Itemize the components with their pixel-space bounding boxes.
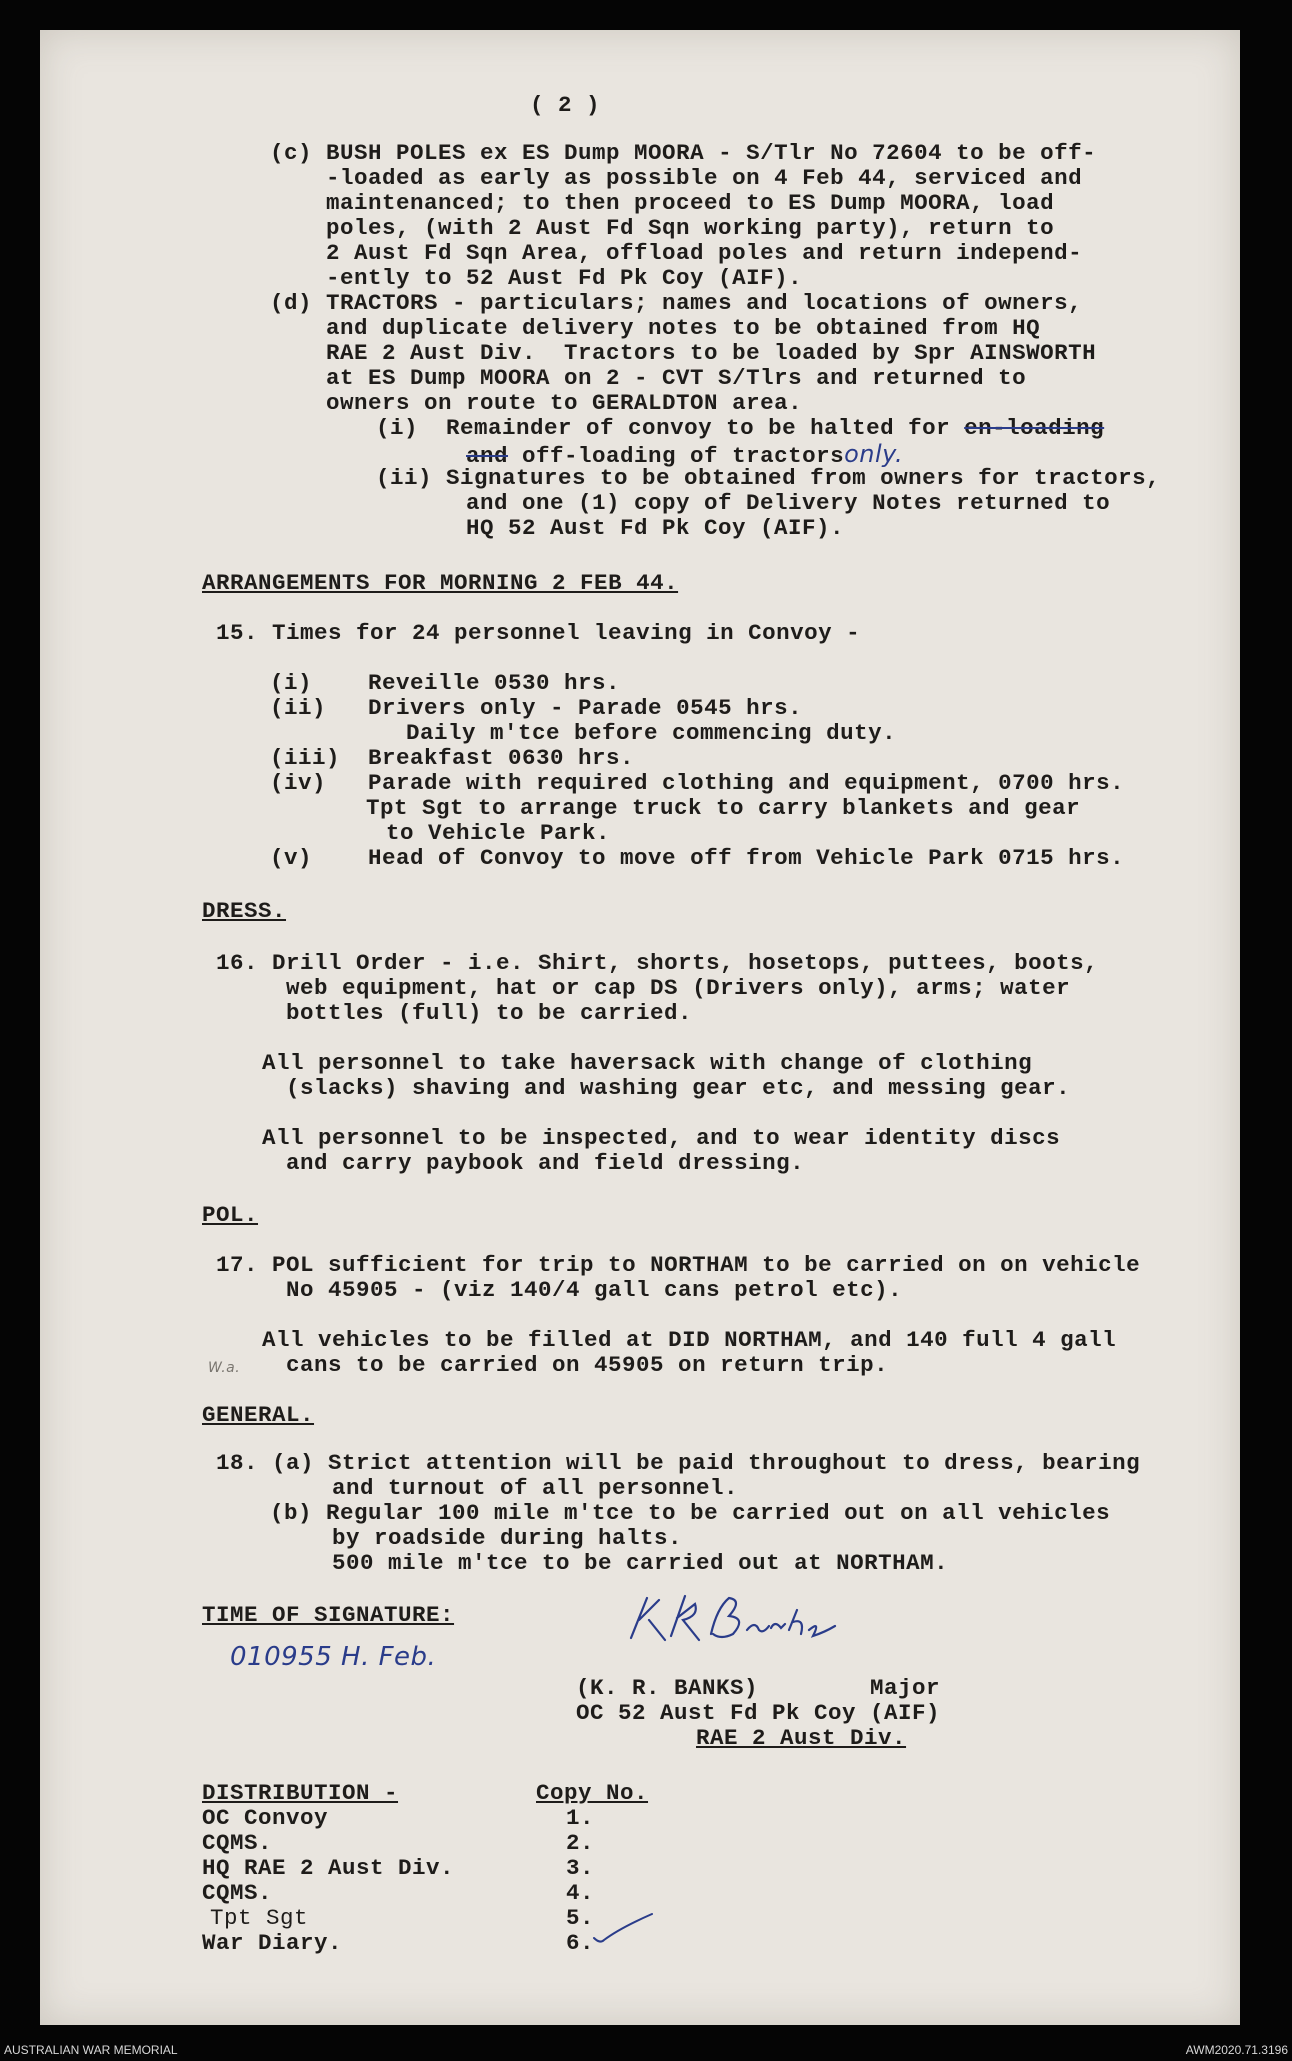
para16-line: All personnel to take haversack with change of clothing <box>262 1050 1033 1076</box>
heading-dress: DRESS. <box>202 898 287 924</box>
distribution-copy: 4. <box>566 1880 595 1906</box>
section-c-line: (c) BUSH POLES ex ES Dump MOORA - S/Tlr No 72604 to be off- <box>270 140 1097 166</box>
para18-line: 500 mile m'tce to be carried out at NORTHAM. <box>332 1550 949 1576</box>
para17-line: All vehicles to be filled at DID NORTHAM, and 140 full 4 gall <box>262 1327 1117 1353</box>
para15-line: (i) Reveille 0530 hrs. <box>270 670 621 696</box>
para16-line: web equipment, hat or cap DS (Drivers only), arms; water <box>286 975 1071 1001</box>
checkmark-icon <box>590 1910 660 1950</box>
section-d-line: and duplicate delivery notes to be obtained from HQ <box>326 315 1041 341</box>
distribution-copy: 5. <box>566 1905 595 1931</box>
para15-line: Daily m'tce before commencing duty. <box>406 720 897 746</box>
para18-line: by roadside during halts. <box>332 1525 683 1551</box>
para18-line: and turnout of all personnel. <box>332 1475 739 1501</box>
heading-copy-no: Copy No. <box>536 1780 649 1806</box>
signatory-line: RAE 2 Aust Div. <box>696 1725 907 1751</box>
para15-line: (iv) Parade with required clothing and equipment, 0700 hrs. <box>270 770 1125 796</box>
signature-image <box>625 1590 865 1650</box>
page-number: ( 2 ) <box>530 92 601 118</box>
para15-line: 15. Times for 24 personnel leaving in Convoy - <box>216 620 861 646</box>
section-d-line: owners on route to GERALDTON area. <box>326 390 803 416</box>
para15-line: Tpt Sgt to arrange truck to carry blankets and gear <box>366 795 1081 821</box>
distribution-name: War Diary. <box>202 1930 343 1956</box>
margin-pencil-note: W.a. <box>208 1360 241 1376</box>
document-page <box>40 30 1240 2025</box>
distribution-name: CQMS. <box>202 1830 273 1856</box>
section-d-line: at ES Dump MOORA on 2 - CVT S/Tlrs and returned to <box>326 365 1027 391</box>
distribution-name: OC Convoy <box>202 1805 329 1831</box>
para15-line: (iii) Breakfast 0630 hrs. <box>270 745 635 771</box>
section-c-line: maintenanced; to then proceed to ES Dump MOORA, load <box>326 190 1055 216</box>
section-c-line: -ently to 52 Aust Fd Pk Coy (AIF). <box>326 265 803 291</box>
distribution-name: Tpt Sgt <box>210 1905 309 1931</box>
distribution-copy: 1. <box>566 1805 595 1831</box>
heading-arrangements: ARRANGEMENTS FOR MORNING 2 FEB 44. <box>202 570 679 596</box>
para15-line: (v) Head of Convoy to move off from Vehicle Park 0715 hrs. <box>270 845 1125 871</box>
distribution-copy: 3. <box>566 1855 595 1881</box>
section-c-line: 2 Aust Fd Sqn Area, offload poles and return independ- <box>326 240 1083 266</box>
heading-general: GENERAL. <box>202 1402 315 1428</box>
section-d-ii-line: HQ 52 Aust Fd Pk Coy (AIF). <box>466 515 845 541</box>
para16-line: and carry paybook and field dressing. <box>286 1150 805 1176</box>
para15-line: to Vehicle Park. <box>386 820 611 846</box>
section-d-i <box>376 415 1104 441</box>
section-d-line: (d) TRACTORS - particulars; names and locations of owners, <box>270 290 1083 316</box>
para17-line: 17. POL sufficient for trip to NORTHAM to be carried on on vehicle <box>216 1252 1141 1278</box>
section-d-ii-line: (ii) Signatures to be obtained from owners for tractors, <box>376 465 1161 491</box>
section-d-line: RAE 2 Aust Div. Tractors to be loaded by Spr AINSWORTH <box>326 340 1097 366</box>
heading-distribution: DISTRIBUTION - <box>202 1780 399 1806</box>
distribution-name: HQ RAE 2 Aust Div. <box>202 1855 455 1881</box>
footer-institution: AUSTRALIAN WAR MEMORIAL <box>4 2043 178 2057</box>
heading-time-of-signature: TIME OF SIGNATURE: <box>202 1602 455 1628</box>
section-c-line: -loaded as early as possible on 4 Feb 44, serviced and <box>326 165 1083 191</box>
para17-line: No 45905 - (viz 140/4 gall cans petrol etc). <box>286 1277 903 1303</box>
para15-line: (ii) Drivers only - Parade 0545 hrs. <box>270 695 803 721</box>
signatory-line: (K. R. BANKS) Major <box>576 1675 941 1701</box>
heading-pol: POL. <box>202 1202 259 1228</box>
section-c-line: poles, (with 2 Aust Fd Sqn working party), return to <box>326 215 1055 241</box>
struck-word: and <box>466 443 509 469</box>
para16-line: 16. Drill Order - i.e. Shirt, shorts, hosetops, puttees, boots, <box>216 950 1099 976</box>
signatory-line: OC 52 Aust Fd Pk Coy (AIF) <box>576 1700 941 1726</box>
distribution-copy: 2. <box>566 1830 595 1856</box>
para17-line: cans to be carried on 45905 on return trip. <box>286 1352 889 1378</box>
section-d-i-text: off-loading of tractors <box>522 443 845 469</box>
handwritten-annotation: only. <box>844 440 904 468</box>
handwritten-time: 010955 H. Feb. <box>230 1642 437 1672</box>
section-d-ii-line: and one (1) copy of Delivery Notes returned to <box>466 490 1111 516</box>
distribution-copy: 6. <box>566 1930 595 1956</box>
struck-word: en-loading <box>964 415 1105 441</box>
para18-line: 18. (a) Strict attention will be paid throughout to dress, bearing <box>216 1450 1141 1476</box>
section-d-i-num: (i) <box>376 415 419 441</box>
footer-accession: AWM2020.71.3196 <box>1185 2043 1288 2057</box>
para16-line: (slacks) shaving and washing gear etc, and messing gear. <box>286 1075 1071 1101</box>
para16-line: bottles (full) to be carried. <box>286 1000 693 1026</box>
distribution-name: CQMS. <box>202 1880 273 1906</box>
para16-line: All personnel to be inspected, and to wear identity discs <box>262 1125 1061 1151</box>
para18-line: (b) Regular 100 mile m'tce to be carried out on all vehicles <box>270 1500 1111 1526</box>
section-d-i-text: Remainder of convoy to be halted for <box>446 415 951 441</box>
